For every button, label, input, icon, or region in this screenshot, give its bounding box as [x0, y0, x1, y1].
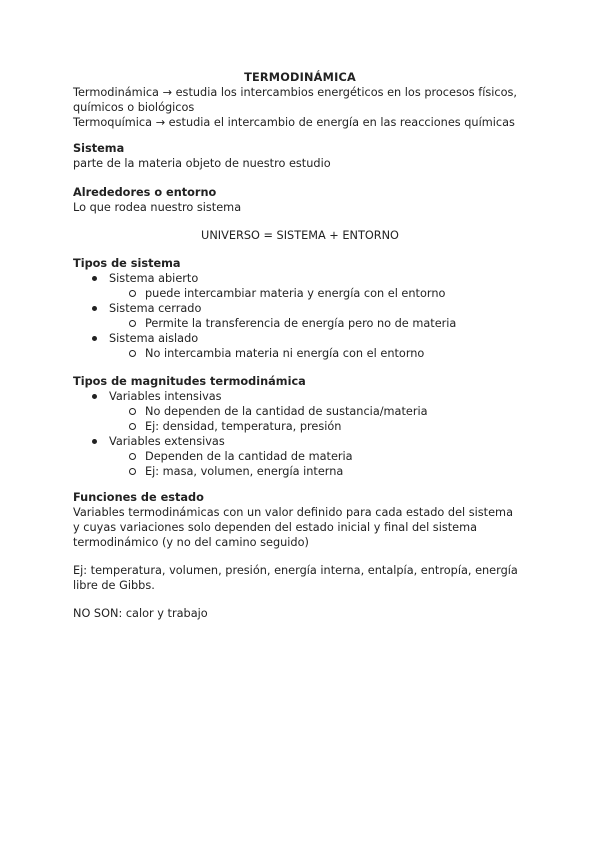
bullet-icon: [92, 394, 97, 399]
sublist-item-label: Ej: masa, volumen, energía interna: [145, 465, 344, 478]
alrededores-heading: Alrededores o entorno: [73, 186, 217, 199]
no-son-section: [73, 606, 533, 621]
sublist: [109, 404, 533, 434]
circle-bullet-icon: [129, 468, 136, 475]
intro-line-continuation: químicos o biológicos: [73, 101, 195, 114]
no-son-text: NO SON: calor y trabajo: [73, 607, 208, 620]
list-item-label: Sistema aislado: [109, 332, 199, 345]
funciones-line-1: Variables termodinámicas con un valor definido para cada estado del sistema: [73, 506, 513, 519]
circle-bullet-icon: [129, 408, 136, 415]
tipos-sistema-list: [73, 271, 533, 361]
bullet-icon: [92, 439, 97, 444]
bullet-icon: [92, 336, 97, 341]
intro-section: [73, 85, 533, 130]
bullet-icon: [92, 306, 97, 311]
list-item-label: Sistema cerrado: [109, 302, 202, 315]
tipos-sistema-section: [73, 256, 533, 361]
circle-bullet-icon: [129, 453, 136, 460]
sistema-text: parte de la materia objeto de nuestro estudio: [73, 157, 331, 170]
sublist-item: [109, 286, 533, 301]
list-item: [73, 331, 533, 361]
sublist-item: [109, 316, 533, 331]
intro-line-termodinamica: Termodinámica → estudia los intercambios energéticos en los procesos físicos,: [73, 86, 517, 99]
circle-bullet-icon: [129, 320, 136, 327]
sublist-item: [109, 464, 533, 479]
tipos-magnitudes-heading: Tipos de magnitudes termodinámica: [73, 375, 306, 388]
sublist-item-label: No intercambia materia ni energía con el entorno: [145, 347, 425, 360]
sublist-item-label: No dependen de la cantidad de sustancia/materia: [145, 405, 428, 418]
list-item: [73, 301, 533, 331]
ejemplos-line-2: libre de Gibbs.: [73, 579, 155, 592]
sublist-item-label: puede intercambiar materia y energía con el entorno: [145, 287, 446, 300]
sublist-item: [109, 449, 533, 464]
alrededores-text: Lo que rodea nuestro sistema: [73, 201, 242, 214]
list-item: [73, 389, 533, 434]
page-title: TERMODINÁMICA: [244, 71, 356, 84]
circle-bullet-icon: [129, 350, 136, 357]
funciones-line-2: y cuyas variaciones solo dependen del estado inicial y final del sistema: [73, 521, 478, 534]
sublist-item: [109, 346, 533, 361]
ejemplos-line-1: Ej: temperatura, volumen, presión, energía interna, entalpía, entropía, energía: [73, 564, 518, 577]
sublist: [109, 346, 533, 361]
sistema-heading: Sistema: [73, 142, 125, 155]
funciones-line-3: termodinámico (y no del camino seguido): [73, 536, 309, 549]
funciones-section: [73, 490, 533, 550]
tipos-sistema-heading: Tipos de sistema: [73, 257, 181, 270]
bullet-icon: [92, 276, 97, 281]
sistema-section: [73, 141, 533, 171]
tipos-magnitudes-section: [73, 374, 533, 479]
alrededores-section: [73, 185, 533, 215]
sublist-item: [109, 419, 533, 434]
tipos-magnitudes-list: [73, 389, 533, 479]
universo-equation: UNIVERSO = SISTEMA + ENTORNO: [201, 229, 399, 242]
sublist: [109, 449, 533, 479]
ejemplos-section: [73, 563, 533, 593]
sublist: [109, 286, 533, 301]
sublist-item: [109, 404, 533, 419]
intro-line-termoquimica: Termoquímica → estudia el intercambio de energía en las reacciones químicas: [73, 116, 515, 129]
sublist-item-label: Permite la transferencia de energía pero no de materia: [145, 317, 457, 330]
list-item-label: Variables intensivas: [109, 390, 222, 403]
list-item: [73, 434, 533, 479]
list-item: [73, 271, 533, 301]
funciones-heading: Funciones de estado: [73, 491, 204, 504]
circle-bullet-icon: [129, 290, 136, 297]
sublist-item-label: Ej: densidad, temperatura, presión: [145, 420, 342, 433]
list-item-label: Sistema abierto: [109, 272, 199, 285]
sublist-item-label: Dependen de la cantidad de materia: [145, 450, 353, 463]
list-item-label: Variables extensivas: [109, 435, 225, 448]
sublist: [109, 316, 533, 331]
circle-bullet-icon: [129, 423, 136, 430]
